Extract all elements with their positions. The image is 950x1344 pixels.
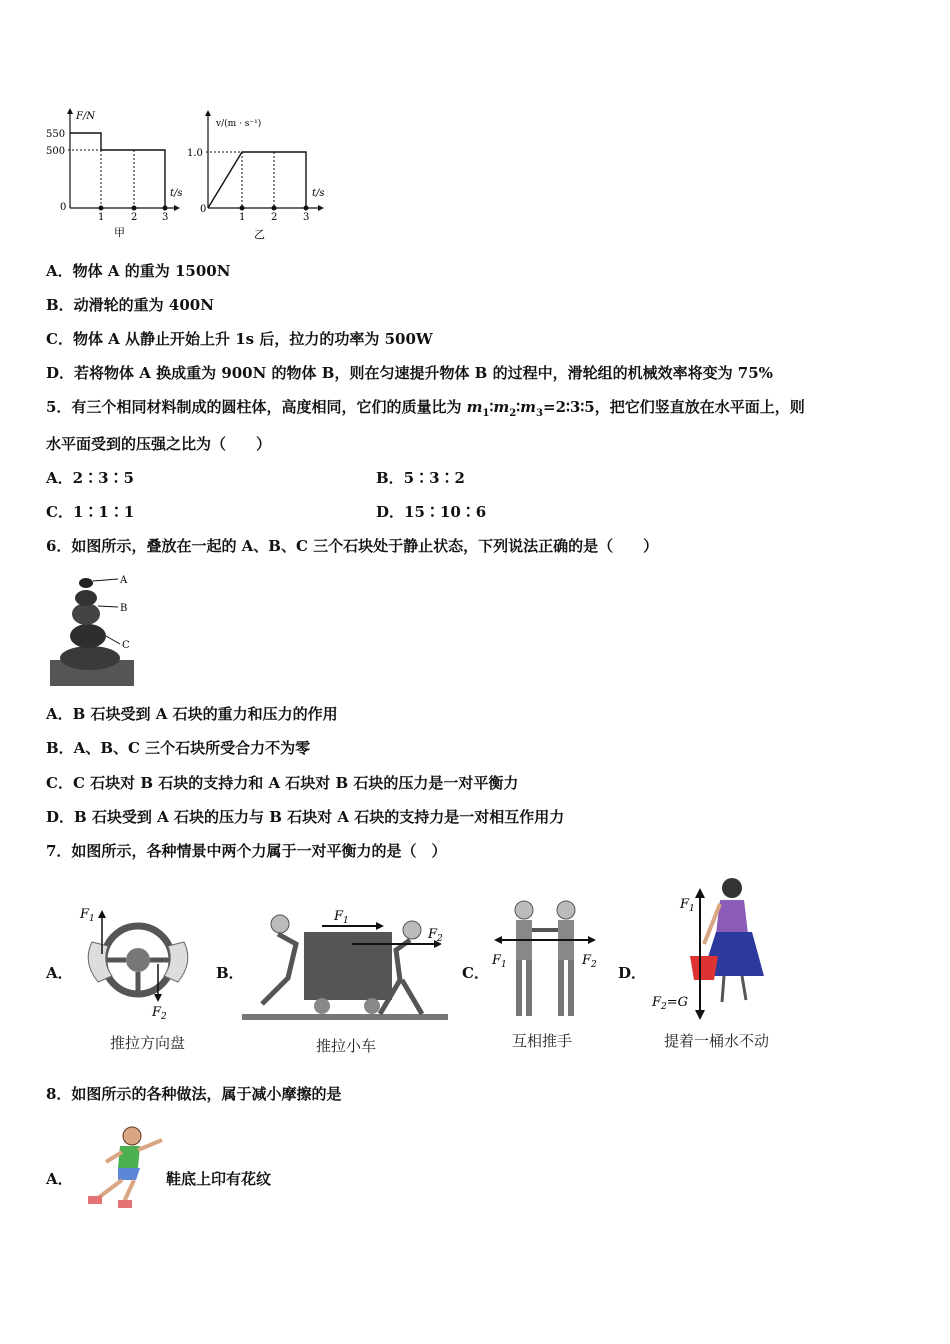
stone-label-c: C — [122, 640, 130, 651]
push-pull-cart-figure — [242, 900, 448, 1024]
stone-label-b: B — [120, 603, 128, 614]
force-f1-label: $F_1$ — [680, 897, 695, 914]
q5-option-c: C．1∶1∶1 — [46, 503, 135, 521]
caption-hands: 互相推手 — [512, 1032, 573, 1050]
graph-force-time — [40, 104, 190, 244]
graph-velocity-time — [182, 108, 337, 244]
q6-option-d: D．B 石块受到 A 石块的压力与 B 石块对 A 石块的支持力是一对相互作用力 — [46, 808, 565, 826]
graph-left-t1: 1 — [98, 212, 105, 223]
pushing-hands-figure — [488, 896, 600, 1026]
graph-right-ylabel: v/(m · s⁻¹) — [216, 119, 262, 129]
q7-option-d-label: D． — [618, 964, 647, 982]
q8-option-a-label: A． — [46, 1170, 73, 1188]
graph-left-caption: 甲 — [114, 226, 125, 239]
q7-stem: 7．如图所示，各种情景中两个力属于一对平衡力的是（ ） — [46, 842, 447, 860]
force-f1-label: $F_1$ — [80, 907, 95, 924]
q7-option-a-label: A． — [46, 964, 73, 982]
q4-option-c: C．物体 A 从静止开始上升 1s 后，拉力的功率为 500W — [46, 330, 433, 348]
q5-stem-line2: 水平面受到的压强之比为（ ） — [46, 435, 272, 453]
graph-right-t1: 1 — [239, 212, 246, 223]
caption-steering: 推拉方向盘 — [110, 1034, 186, 1052]
q6-stem: 6．如图所示，叠放在一起的 A、B、C 三个石块处于静止状态，下列说法正确的是（ ） — [46, 537, 659, 555]
graph-right-xlabel: t/s — [312, 188, 325, 199]
graph-right-caption: 乙 — [254, 228, 265, 241]
graph-left-ylabel: F/N — [76, 111, 96, 122]
force-f1-label: $F_1$ — [492, 953, 507, 970]
q5-option-b: B．5∶3∶2 — [376, 469, 465, 487]
q6-option-a: A．B 石块受到 A 石块的重力和压力的作用 — [46, 705, 338, 723]
q8-stem: 8．如图所示的各种做法，属于减小摩擦的是 — [46, 1085, 342, 1103]
graph-left-t3: 3 — [162, 212, 169, 223]
woman-bucket-figure — [648, 874, 768, 1026]
force-f1-label: $F_1$ — [334, 909, 349, 926]
q6-option-b: B．A、B、C 三个石块所受合力不为零 — [46, 739, 311, 757]
q7-option-c-label: C． — [462, 964, 489, 982]
force-f2-label: $F_2$ — [152, 1005, 167, 1022]
stacked-stones-figure — [50, 570, 140, 688]
q4-option-d: D．若将物体 A 换成重为 900N 的物体 B，则在匀速提升物体 B 的过程中，滑轮组的机械效率将变为 75% — [46, 364, 773, 382]
graph-left-y550: 550 — [46, 129, 66, 140]
q4-option-a: A．物体 A 的重为 1500N — [46, 262, 231, 280]
stone-label-a: A — [120, 575, 128, 586]
q6-option-c: C．C 石块对 B 石块的支持力和 A 石块对 B 石块的压力是一对平衡力 — [46, 774, 519, 792]
q8-option-a-text: 鞋底上印有花纹 — [166, 1170, 272, 1188]
q5-stem-line1: 5．有三个相同材料制成的圆柱体，高度相同，它们的质量比为 $m_1∶m_2∶m_3=2∶3∶5$，把它们竖直放在水平面上，则 — [46, 398, 805, 419]
force-f2-label: $F_2$ — [428, 927, 443, 944]
caption-bucket: 提着一桶水不动 — [664, 1032, 770, 1050]
graph-left-xlabel: t/s — [170, 188, 183, 199]
q5-option-a: A．2∶3∶5 — [46, 469, 134, 487]
q5-option-d: D．15∶10∶6 — [376, 503, 487, 521]
graph-left-y500: 500 — [46, 146, 66, 157]
steering-wheel-figure — [72, 898, 196, 1022]
graph-left-t2: 2 — [131, 212, 138, 223]
force-f2-label: $F_2$ — [582, 953, 597, 970]
graph-left-t0: 0 — [60, 202, 67, 213]
graph-right-t3: 3 — [303, 212, 310, 223]
graph-right-t2: 2 — [271, 212, 278, 223]
q4-option-b: B．动滑轮的重为 400N — [46, 296, 214, 314]
caption-cart: 推拉小车 — [316, 1037, 377, 1055]
q7-option-b-label: B． — [216, 964, 244, 982]
graph-right-t0: 0 — [200, 204, 207, 215]
graph-right-y1: 1.0 — [187, 148, 203, 159]
force-f2-equals-g-label: $F_2=G$ — [652, 995, 689, 1012]
running-boy-figure — [80, 1124, 170, 1210]
